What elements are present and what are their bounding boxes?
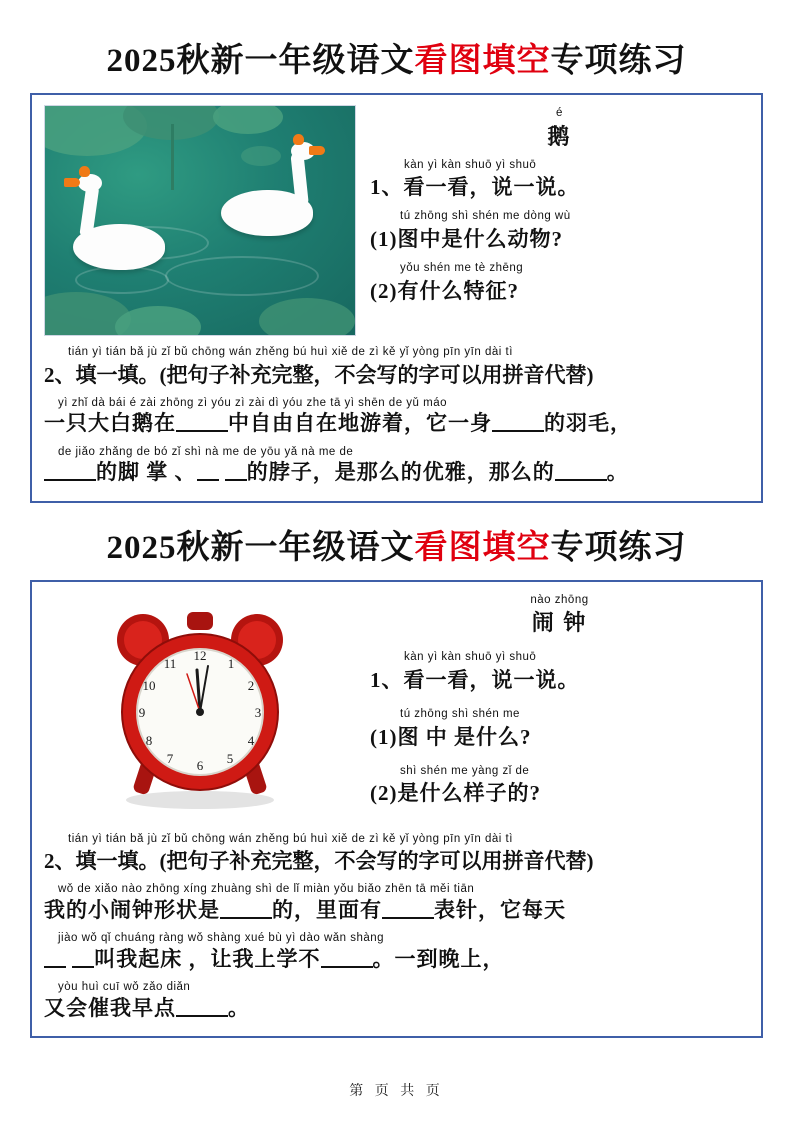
fill-sentence-hanzi bbox=[44, 458, 749, 486]
fill-sentence-hanzi bbox=[44, 945, 749, 973]
worksheet-2-top-row bbox=[44, 592, 749, 823]
fill-sentence-pinyin: yòu huì cuī wǒ zǎo diǎn bbox=[58, 981, 191, 994]
answer-blank[interactable] bbox=[176, 430, 228, 432]
answer-blank[interactable] bbox=[72, 966, 94, 968]
question-hanzi: 1、看一看，说一说。 bbox=[370, 667, 580, 692]
fill-instruction-pinyin: tián yì tián bǎ jù zǐ bǔ chōng wán zhěng bú huì xiě de zì kě yǐ yòng pīn yīn dài tì bbox=[68, 346, 513, 358]
question-hanzi: (1)图中是什么动物? bbox=[370, 226, 563, 251]
sentence-text: 的脖子，是那么的优雅，那么的 bbox=[246, 460, 555, 485]
worksheet-1-keyword bbox=[370, 107, 749, 151]
sentence-text: 一只大白鹅在 bbox=[44, 411, 176, 436]
svg-text:4: 4 bbox=[247, 732, 255, 748]
worksheet-1-frame bbox=[30, 93, 763, 503]
question-item bbox=[370, 210, 749, 253]
sentence-text: 我的小闹钟形状是 bbox=[44, 897, 220, 922]
fill-sentence-pinyin: wǒ de xiǎo nào zhōng xíng zhuàng shì de lǐ miàn yǒu biǎo zhēn tā měi tiān bbox=[58, 883, 475, 896]
worksheet-2-fill-section bbox=[44, 833, 749, 1023]
sentence-text: 。一到晚上， bbox=[372, 946, 505, 971]
question-pinyin: yǒu shén me tè zhēng bbox=[400, 261, 524, 274]
page-footer: 第 页 共 页 bbox=[349, 1084, 444, 1099]
sentence-text: 。 bbox=[228, 995, 250, 1020]
keyword-pinyin: é bbox=[556, 107, 563, 119]
title-part-1: 2025秋新一年级语文 bbox=[106, 529, 415, 566]
svg-text:7: 7 bbox=[166, 750, 174, 766]
svg-text:1: 1 bbox=[227, 655, 235, 671]
fill-sentence bbox=[44, 932, 749, 973]
worksheet-1-fill-section bbox=[44, 346, 749, 487]
sentence-text: 中自由自在地游着，它一身 bbox=[228, 411, 492, 436]
fill-sentence-hanzi bbox=[44, 409, 749, 437]
question-item bbox=[370, 651, 749, 694]
question-hanzi: (2)是什么样子的? bbox=[370, 781, 541, 806]
svg-text:2: 2 bbox=[247, 677, 255, 693]
worksheet-1 bbox=[30, 34, 763, 503]
svg-text:8: 8 bbox=[145, 732, 153, 748]
question-item bbox=[370, 708, 749, 751]
fill-sentence bbox=[44, 446, 749, 487]
geese-in-pond-illustration bbox=[44, 105, 356, 336]
question-item bbox=[370, 262, 749, 305]
sentence-text: 又会催我早点 bbox=[44, 995, 176, 1020]
answer-blank[interactable] bbox=[197, 479, 219, 481]
question-hanzi: 1、看一看，说一说。 bbox=[370, 175, 580, 200]
worksheet-1-title bbox=[30, 34, 763, 81]
fill-sentence-pinyin: yì zhǐ dà bái é zài zhōng zì yóu zì zài dì yóu zhe tā yì shēn de yǔ máo bbox=[58, 396, 448, 409]
worksheet-2-keyword bbox=[370, 594, 749, 638]
fill-instruction-hanzi: 2、填一填。(把句子补充完整，不会写的字可以用拼音代替) bbox=[44, 362, 594, 387]
fill-sentence-pinyin: jiào wǒ qǐ chuáng ràng wǒ shàng xué bù yì dào wǎn shàng bbox=[58, 932, 385, 945]
fill-sentence bbox=[44, 397, 749, 438]
answer-blank[interactable] bbox=[44, 966, 66, 968]
title-part-2: 专项练习 bbox=[550, 529, 687, 566]
fill-instruction-pinyin: tián yì tián bǎ jù zǐ bǔ chōng wán zhěng bú huì xiě de zì kě yǐ yòng pīn yīn dài tì bbox=[68, 832, 513, 845]
question-pinyin: shì shén me yàng zǐ de bbox=[400, 764, 530, 777]
answer-blank[interactable] bbox=[176, 1015, 228, 1017]
alarm-clock-icon bbox=[75, 600, 325, 815]
worksheet-1-top-row bbox=[44, 105, 749, 336]
question-pinyin: tú zhōng shì shén me bbox=[400, 707, 520, 720]
answer-blank[interactable] bbox=[225, 479, 247, 481]
sentence-text: 。 bbox=[606, 460, 629, 485]
question-item bbox=[370, 159, 749, 202]
svg-text:10: 10 bbox=[142, 677, 156, 693]
title-part-1: 2025秋新一年级语文 bbox=[106, 43, 415, 79]
fill-sentence-hanzi bbox=[44, 896, 749, 924]
question-pinyin: kàn yì kàn shuō yì shuō bbox=[404, 158, 537, 171]
question-hanzi: (1)图 中 是什么? bbox=[370, 724, 532, 749]
answer-blank[interactable] bbox=[220, 917, 272, 919]
worksheet-2-frame bbox=[30, 580, 763, 1039]
question-pinyin: tú zhōng shì shén me dòng wù bbox=[400, 210, 571, 223]
answer-blank[interactable] bbox=[321, 966, 373, 968]
fill-sentence bbox=[44, 883, 749, 924]
fill-instruction bbox=[44, 346, 749, 389]
sentence-text: 的脚 掌 、 bbox=[96, 460, 197, 485]
svg-text:12: 12 bbox=[193, 647, 207, 663]
worksheet-2-title bbox=[30, 521, 763, 568]
fill-instruction bbox=[44, 833, 749, 876]
fill-sentence-pinyin: de jiǎo zhǎng de bó zǐ shì nà me de yōu yǎ nà me de bbox=[58, 445, 354, 458]
question-item bbox=[370, 765, 749, 808]
answer-blank[interactable] bbox=[492, 430, 544, 432]
worksheet-2-questions bbox=[370, 592, 749, 817]
sentence-text: 的，里面有 bbox=[272, 897, 382, 922]
title-highlight: 看图填空 bbox=[414, 43, 551, 79]
worksheet-2 bbox=[30, 521, 763, 1039]
question-hanzi: (2)有什么特征? bbox=[370, 278, 519, 303]
red-alarm-clock-photo bbox=[44, 592, 356, 823]
question-pinyin: kàn yì kàn shuō yì shuō bbox=[404, 651, 537, 664]
sentence-text: 的羽毛， bbox=[544, 411, 632, 436]
answer-blank[interactable] bbox=[555, 479, 607, 481]
svg-text:11: 11 bbox=[163, 655, 177, 671]
fill-sentence bbox=[44, 981, 749, 1022]
keyword-pinyin: nào zhōng bbox=[530, 593, 589, 606]
title-highlight: 看图填空 bbox=[414, 529, 551, 566]
answer-blank[interactable] bbox=[382, 917, 434, 919]
title-part-2: 专项练习 bbox=[550, 43, 687, 79]
sentence-text: 叫我起床 ，让我上学不 bbox=[94, 946, 321, 971]
keyword-hanzi: 闹 钟 bbox=[531, 610, 588, 636]
svg-text:5: 5 bbox=[226, 750, 234, 766]
svg-text:9: 9 bbox=[138, 704, 146, 720]
svg-text:6: 6 bbox=[196, 757, 204, 773]
fill-instruction-hanzi: 2、填一填。(把句子补充完整，不会写的字可以用拼音代替) bbox=[44, 849, 594, 874]
keyword-hanzi: 鹅 bbox=[547, 123, 572, 149]
answer-blank[interactable] bbox=[44, 479, 96, 481]
svg-text:3: 3 bbox=[254, 704, 262, 720]
fill-sentence-hanzi bbox=[44, 994, 749, 1022]
sentence-text: 表针，它每天 bbox=[434, 897, 566, 922]
worksheet-1-questions bbox=[370, 105, 749, 314]
